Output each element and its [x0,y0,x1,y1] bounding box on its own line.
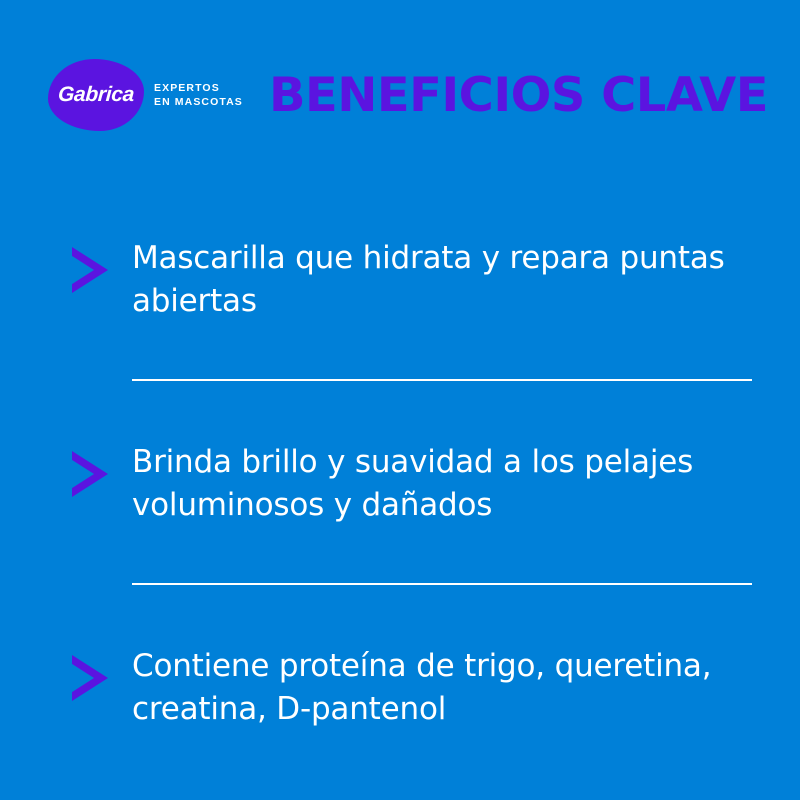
list-item-text: Mascarilla que hidrata y repara puntas abiertas [132,240,725,319]
list-item-text: Brinda brillo y suavidad a los pelajes voluminosos y dañados [132,444,694,523]
list-item-text: Contiene proteína de trigo, queretina, creatina, D-pantenol [132,648,712,727]
logo-wordmark: Gabrica [57,83,135,106]
list-spacer [70,381,752,419]
list-spacer [70,549,752,583]
arrow-right-icon [70,451,110,497]
benefits-list [70,215,752,753]
arrow-right-icon [70,655,110,701]
list-spacer [70,585,752,623]
brand-logo [48,59,243,131]
list-spacer [70,345,752,379]
brand-tagline-line2: EN MASCOTAS [154,96,243,108]
logo-blob-shape [48,59,144,131]
brand-tagline [154,81,243,109]
arrow-right-icon [70,247,110,293]
page-title: BENEFICIOS CLAVE [268,67,768,123]
list-item [70,623,752,753]
poster-header [48,55,768,135]
list-item [70,215,752,345]
list-item [70,419,752,549]
brand-tagline-line1: EXPERTOS [154,82,220,94]
